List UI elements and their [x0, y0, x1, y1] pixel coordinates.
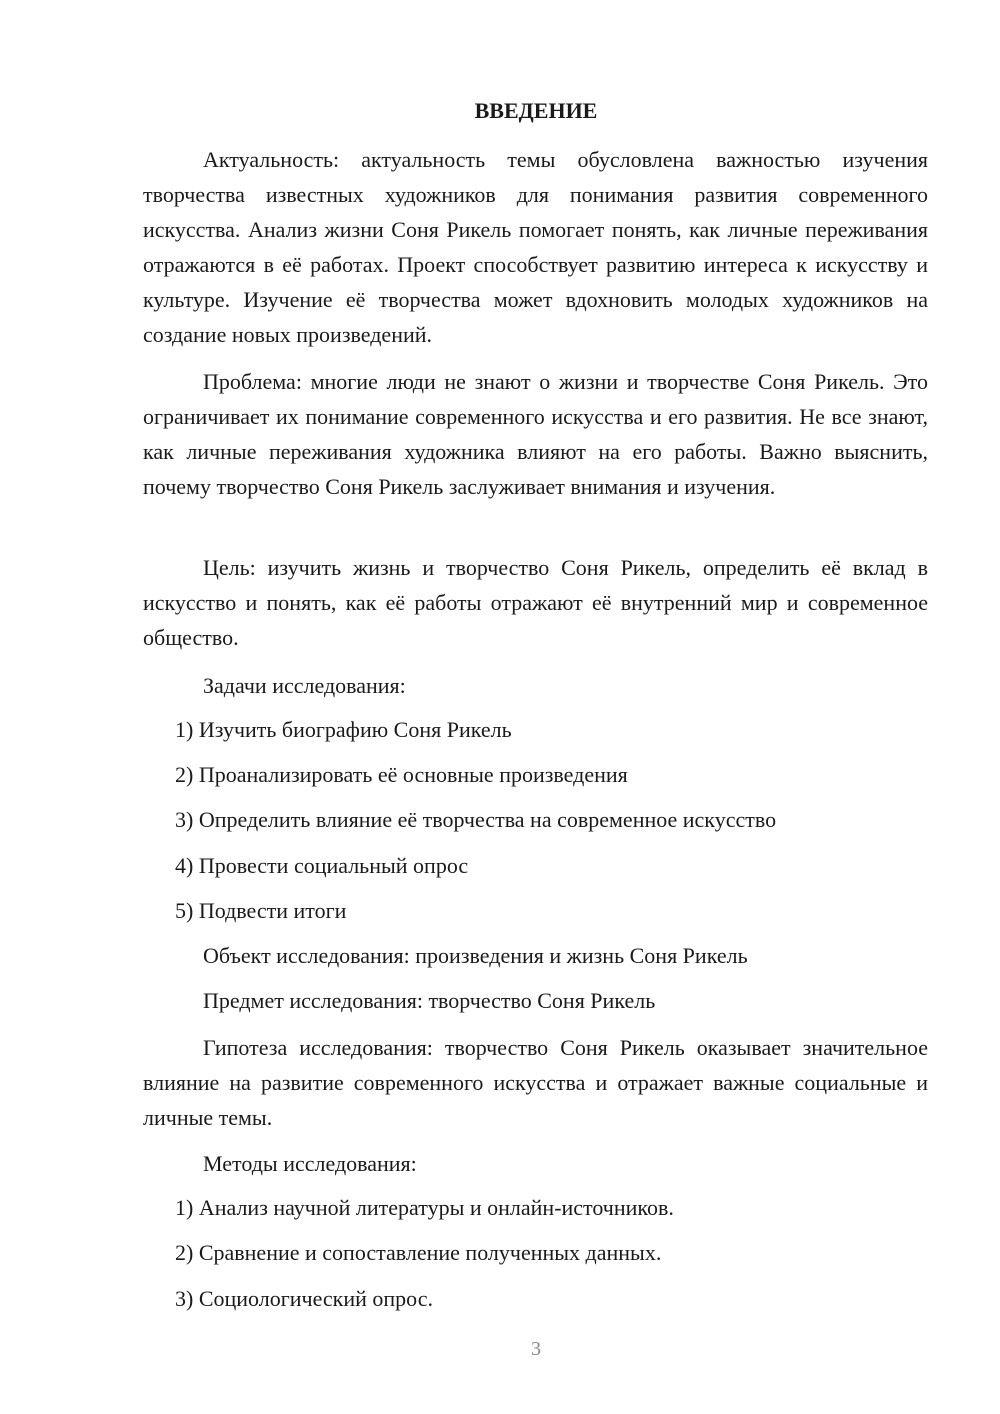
tasks-title: Задачи исследования:: [203, 673, 406, 698]
research-subject: Предмет исследования: творчество Соня Рикель: [203, 988, 656, 1013]
method-item: 2) Сравнение и сопоставление полученных данных.: [175, 1240, 662, 1265]
method-item: 3) Социологический опрос.: [175, 1286, 433, 1311]
task-item: 3) Определить влияние её творчества на современное искусство: [175, 807, 777, 832]
methods-title: Методы исследования:: [203, 1151, 417, 1176]
relevance-paragraph: Актуальность: актуальность темы обусловлена важностью изучения творчества известных художников для понимания развития современного искусства. Анализ жизни Соня Рикель помогает понять, как личные переживания отражаются в её работах. Проект способствует развитию интереса к искусству и культуре. Изучение её творчества может вдохновить молодых художников на создание новых произведений.: [143, 147, 928, 347]
task-item: 1) Изучить биографию Соня Рикель: [175, 717, 512, 742]
task-item: 5) Подвести итоги: [175, 898, 347, 923]
research-object: Объект исследования: произведения и жизнь Соня Рикель: [203, 943, 748, 968]
task-item: 2) Проанализировать её основные произведения: [175, 762, 628, 787]
hypothesis-paragraph: Гипотеза исследования: творчество Соня Рикель оказывает значительное влияние на развитие современного искусства и отражает важные социальные и личные темы.: [143, 1035, 928, 1130]
method-item: 1) Анализ научной литературы и онлайн-источников.: [175, 1195, 674, 1220]
problem-paragraph: Проблема: многие люди не знают о жизни и творчестве Соня Рикель. Это ограничивает их понимание современного искусства и его развития. Не все знают, как личные переживания художника влияют на его работы. Важно выяснить, почему творчество Соня Рикель заслуживает внимания и изучения.: [143, 369, 928, 499]
page-number: 3: [531, 1338, 541, 1360]
page-heading: ВВЕДЕНИЕ: [474, 98, 598, 123]
goal-paragraph: Цель: изучить жизнь и творчество Соня Рикель, определить её вклад в искусство и понять, как её работы отражают её внутренний мир и современное общество.: [143, 555, 928, 650]
task-item: 4) Провести социальный опрос: [175, 853, 469, 878]
